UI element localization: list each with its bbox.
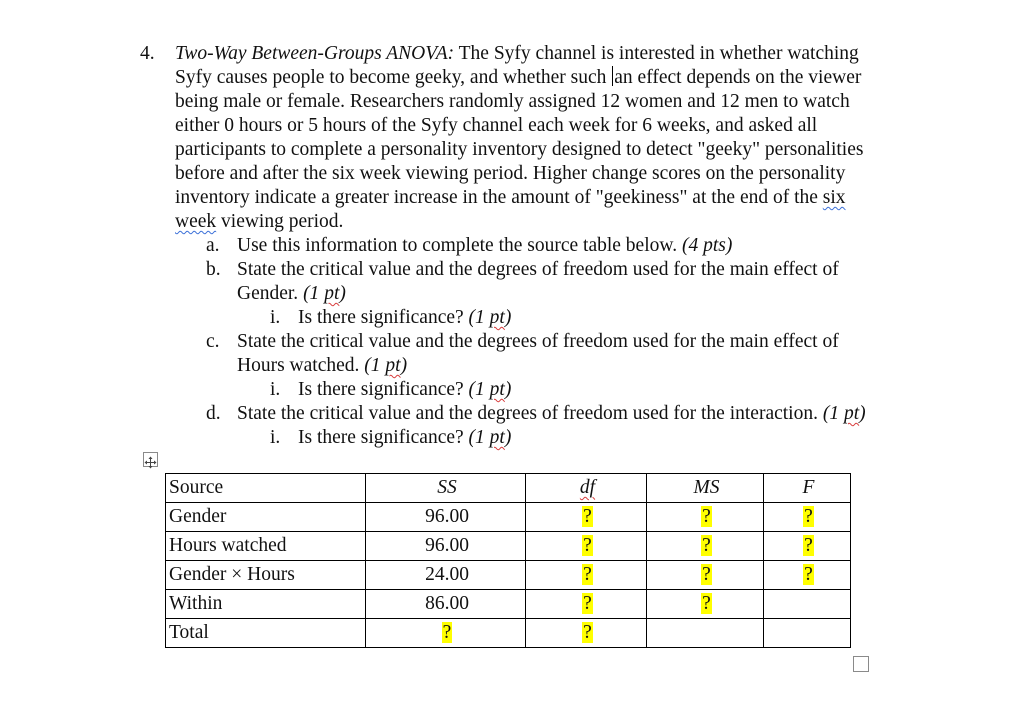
cell-ss[interactable]: 24.00 — [366, 561, 526, 590]
part-a-text — [237, 234, 732, 258]
part-a-instruction: Use this information to complete the source table below. — [237, 235, 682, 256]
table-row — [166, 532, 851, 561]
header-df-label: df — [579, 477, 596, 498]
highlight-unknown: ? — [442, 622, 452, 643]
part-d-points: (1 pt) — [822, 403, 866, 424]
question-line-2 — [175, 66, 861, 90]
table-move-handle-icon[interactable] — [143, 452, 158, 467]
highlight-unknown: ? — [804, 564, 813, 585]
cell-ms[interactable] — [647, 561, 764, 590]
cell-source[interactable]: Within — [166, 590, 366, 619]
question-line-6: before and after the six week viewing period. Higher change scores on the personality — [175, 163, 846, 184]
part-c-points: (1 pt) — [364, 355, 408, 376]
cell-ss[interactable]: 96.00 — [366, 532, 526, 561]
header-df[interactable] — [526, 474, 647, 503]
cell-f[interactable] — [764, 503, 851, 532]
table-row — [166, 590, 851, 619]
question-text-2: Syfy causes people to become geeky, and whether such — [175, 67, 607, 88]
part-c-i-numeral: i. — [270, 379, 281, 400]
part-c-i-points: (1 pt) — [468, 379, 512, 400]
cell-ss[interactable]: 86.00 — [366, 590, 526, 619]
table-row — [166, 619, 851, 648]
question-text-8: viewing period. — [216, 211, 344, 232]
highlight-unknown: ? — [804, 535, 813, 556]
header-ss[interactable]: SS — [366, 474, 526, 503]
header-f[interactable]: F — [764, 474, 851, 503]
part-c-letter: c. — [206, 331, 220, 352]
question-line-8 — [175, 210, 343, 234]
cell-f[interactable] — [764, 561, 851, 590]
part-b-instruction: Gender. — [237, 283, 304, 304]
part-b-i-points: (1 pt) — [468, 307, 512, 328]
question-line-5: participants to complete a personality inventory designed to detect "geeky" personalities — [175, 139, 864, 160]
highlight-unknown: ? — [583, 593, 592, 614]
cell-ms[interactable] — [647, 619, 764, 648]
question-text-7: inventory indicate a greater increase in the amount of "geekiness" at the end of the — [175, 187, 823, 208]
cell-df[interactable] — [526, 590, 647, 619]
table-header-row — [166, 474, 851, 503]
part-d-text — [237, 402, 866, 426]
part-c-line-1: State the critical value and the degrees of freedom used for the main effect of — [237, 331, 839, 352]
question-text-3: an effect depends on the viewer — [614, 67, 862, 88]
part-c-i-question: Is there significance? — [298, 379, 469, 400]
cell-f[interactable] — [764, 532, 851, 561]
part-c-instruction: Hours watched. — [237, 355, 365, 376]
move-arrows-icon — [144, 456, 157, 469]
part-d-i-question: Is there significance? — [298, 427, 469, 448]
cell-df[interactable] — [526, 561, 647, 590]
part-a-points: (4 pts) — [681, 235, 733, 256]
cell-f[interactable] — [764, 590, 851, 619]
question-line-3: being male or female. Researchers randomly assigned 12 women and 12 men to watch — [175, 91, 850, 112]
cell-ss[interactable] — [366, 619, 526, 648]
table-resize-handle-icon[interactable] — [853, 656, 869, 672]
cell-ms[interactable] — [647, 503, 764, 532]
part-b-line-2 — [237, 282, 346, 306]
question-line-7 — [175, 186, 846, 210]
part-b-letter: b. — [206, 259, 221, 280]
highlight-unknown: ? — [804, 506, 813, 527]
part-d-instruction: State the critical value and the degrees of freedom used for the interaction. — [237, 403, 823, 424]
cell-ms[interactable] — [647, 590, 764, 619]
part-b-line-1: State the critical value and the degrees of freedom used for the main effect of — [237, 259, 839, 280]
highlight-unknown: ? — [702, 593, 711, 614]
part-b-i-numeral: i. — [270, 307, 281, 328]
spellcheck-word-week: week — [175, 211, 217, 232]
part-d-letter: d. — [206, 403, 221, 424]
cell-ss[interactable]: 96.00 — [366, 503, 526, 532]
highlight-unknown: ? — [583, 622, 592, 643]
cell-df[interactable] — [526, 619, 647, 648]
question-number: 4. — [140, 43, 155, 64]
part-c-line-2 — [237, 354, 407, 378]
table-row — [166, 561, 851, 590]
highlight-unknown: ? — [702, 564, 711, 585]
cell-ms[interactable] — [647, 532, 764, 561]
cell-source[interactable]: Gender × Hours — [166, 561, 366, 590]
header-ms[interactable]: MS — [647, 474, 764, 503]
header-source[interactable]: Source — [166, 474, 366, 503]
part-b-i-question: Is there significance? — [298, 307, 469, 328]
cell-source[interactable]: Gender — [166, 503, 366, 532]
cell-f[interactable] — [764, 619, 851, 648]
cell-df[interactable] — [526, 503, 647, 532]
question-line-4: either 0 hours or 5 hours of the Syfy channel each week for 6 weeks, and asked all — [175, 115, 818, 136]
part-d-i-numeral: i. — [270, 427, 281, 448]
highlight-unknown: ? — [583, 506, 592, 527]
question-title: Two-Way Between-Groups ANOVA: — [175, 43, 455, 64]
question-line-1 — [175, 42, 859, 66]
cell-source[interactable]: Total — [166, 619, 366, 648]
part-c-i-text — [298, 378, 511, 402]
part-a-letter: a. — [206, 235, 220, 256]
highlight-unknown: ? — [583, 535, 592, 556]
anova-source-table — [165, 473, 851, 648]
part-d-i-points: (1 pt) — [468, 427, 512, 448]
highlight-unknown: ? — [702, 506, 711, 527]
part-b-points: (1 pt) — [303, 283, 346, 304]
cell-source[interactable]: Hours watched — [166, 532, 366, 561]
part-b-i-text — [298, 306, 511, 330]
cell-df[interactable] — [526, 532, 647, 561]
highlight-unknown: ? — [702, 535, 711, 556]
question-text-1: The Syfy channel is interested in whether watching — [454, 43, 859, 64]
spellcheck-word-six: six — [822, 187, 846, 208]
highlight-unknown: ? — [583, 564, 592, 585]
part-d-i-text — [298, 426, 511, 450]
table-row — [166, 503, 851, 532]
